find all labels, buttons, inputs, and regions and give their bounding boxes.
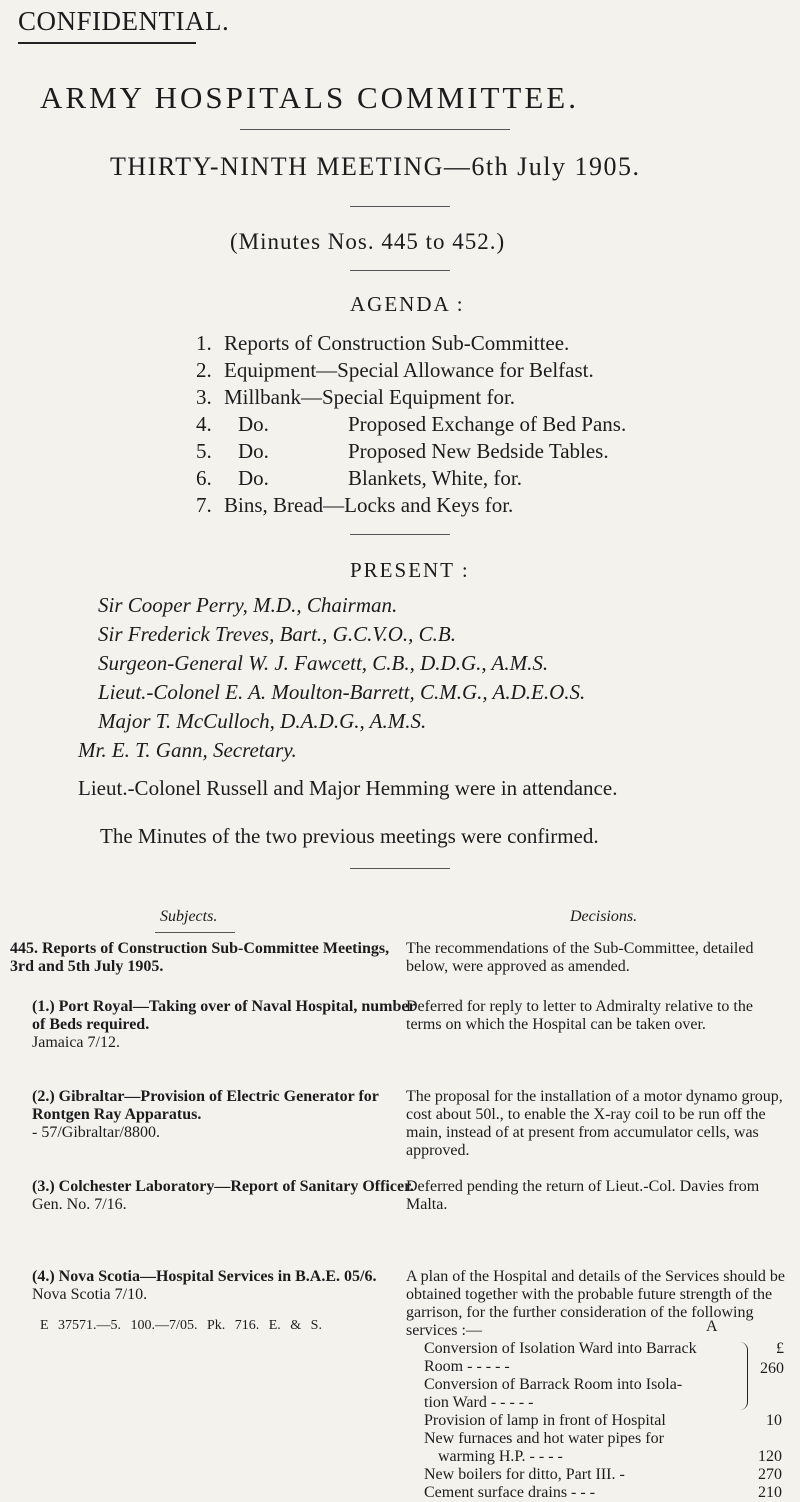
decision-3: Deferred pending the return of Lieut.-Col. Davies from Malta. [406, 1178, 760, 1213]
present-member: Sir Frederick Treves, Bart., G.C.V.O., C.B. [98, 622, 456, 646]
present-secretary: Mr. E. T. Gann, Secretary. [78, 738, 297, 762]
subject-1: (1.) Port Royal—Taking over of Naval Hospital, number of Beds required. Jamaica 7/12. [32, 998, 416, 1051]
service-item: warming H.P. - - - - 120 [438, 1448, 782, 1465]
section-rule [350, 868, 450, 869]
committee-title: ARMY HOSPITALS COMMITTEE. [40, 80, 579, 115]
service-item: Provision of lamp in front of Hospital 10 [424, 1412, 782, 1429]
confirmed-note: The Minutes of the two previous meetings were confirmed. [100, 824, 599, 848]
present-member: Surgeon-General W. J. Fawcett, C.B., D.D.G., A.M.S. [98, 651, 549, 675]
service-item: New furnaces and hot water pipes for [424, 1430, 664, 1447]
confidential-underline [18, 42, 196, 44]
signature-mark: A [706, 1318, 718, 1335]
present-member: Major T. McCulloch, D.A.D.G., A.M.S. [98, 709, 427, 733]
subjects-header-rule [155, 932, 235, 933]
agenda-item: 7. Bins, Bread—Locks and Keys for. [196, 493, 514, 517]
present-title: PRESENT : [350, 558, 470, 582]
decision-4 [406, 1268, 792, 1502]
meeting-title: THIRTY-NINTH MEETING—6th July 1905. [110, 152, 641, 181]
subjects-column-header: Subjects. [160, 908, 218, 925]
attendance-note: Lieut.-Colonel Russell and Major Hemming were in attendance. [78, 776, 618, 800]
minutes-rule [350, 270, 450, 271]
present-list [78, 591, 798, 765]
decision-4-text: A plan of the Hospital and details of the Services should be obtained together with the probable future strength of the garrison, for the further consideration of the following services :— [406, 1268, 786, 1339]
decisions-column-header: Decisions. [570, 908, 638, 925]
agenda-item: 5. Do. Proposed New Bedside Tables. [196, 439, 609, 463]
decision-2: The proposal for the installation of a motor dynamo group, cost about 50l., to enable the X-ray coil to be run off the main, instead of at present from accumulator cells, was approved. [406, 1088, 783, 1159]
services-list [406, 1340, 792, 1502]
service-item: Conversion of Isolation Ward into Barrack [424, 1340, 697, 1357]
present-member: Lieut.-Colonel E. A. Moulton-Barrett, C.M.G., A.D.E.O.S. [98, 680, 586, 704]
agenda-list [196, 330, 786, 519]
agenda-title: AGENDA : [350, 292, 465, 316]
agenda-item: 4. Do. Proposed Exchange of Bed Pans. [196, 412, 627, 436]
confidential-label: CONFIDENTIAL. [18, 6, 230, 36]
agenda-item: 3. Millbank—Special Equipment for. [196, 385, 516, 409]
subject-3: (3.) Colchester Laboratory—Report of Sanitary Officer. Gen. No. 7/16. [32, 1178, 414, 1213]
committee-rule [240, 129, 510, 130]
brace-mark [739, 1342, 748, 1410]
service-item: tion Ward - - - - - [424, 1394, 534, 1411]
agenda-rule [350, 534, 450, 535]
subject-4: (4.) Nova Scotia—Hospital Services in B.A.E. 05/6. Nova Scotia 7/10. [32, 1268, 377, 1303]
service-item: Conversion of Barrack Room into Isola- [424, 1376, 683, 1393]
agenda-item: 6. Do. Blankets, White, for. [196, 466, 522, 490]
service-item: Room - - - - - [424, 1358, 510, 1375]
present-member: Sir Cooper Perry, M.D., Chairman. [98, 593, 398, 617]
subject-445: 445. Reports of Construction Sub-Committee Meetings, 3rd and 5th July 1905. [10, 940, 390, 975]
services-brace-group [424, 1340, 792, 1412]
currency-symbol: £ [776, 1340, 784, 1357]
service-item: New boilers for ditto, Part III. - 270 [424, 1466, 782, 1483]
service-amount: 260 [760, 1360, 784, 1377]
subject-2: (2.) Gibraltar—Provision of Electric Generator for Rontgen Ray Apparatus. - 57/Gibraltar/8800. [32, 1088, 379, 1141]
service-item: Cement surface drains - - - 210 [424, 1484, 782, 1501]
agenda-item: 2. Equipment—Special Allowance for Belfast. [196, 358, 594, 382]
meeting-rule [350, 206, 450, 207]
decision-1: Deferred for reply to letter to Admiralty relative to the terms on which the Hospital can be taken over. [406, 998, 753, 1033]
agenda-item: 1. Reports of Construction Sub-Committee. [196, 331, 570, 355]
decision-445: The recommendations of the Sub-Committee, detailed below, were approved as amended. [406, 940, 754, 975]
printer-imprint: E 37571.—5. 100.—7/05. Pk. 716. E. & S. [40, 1318, 322, 1333]
minutes-range: (Minutes Nos. 445 to 452.) [230, 229, 506, 254]
